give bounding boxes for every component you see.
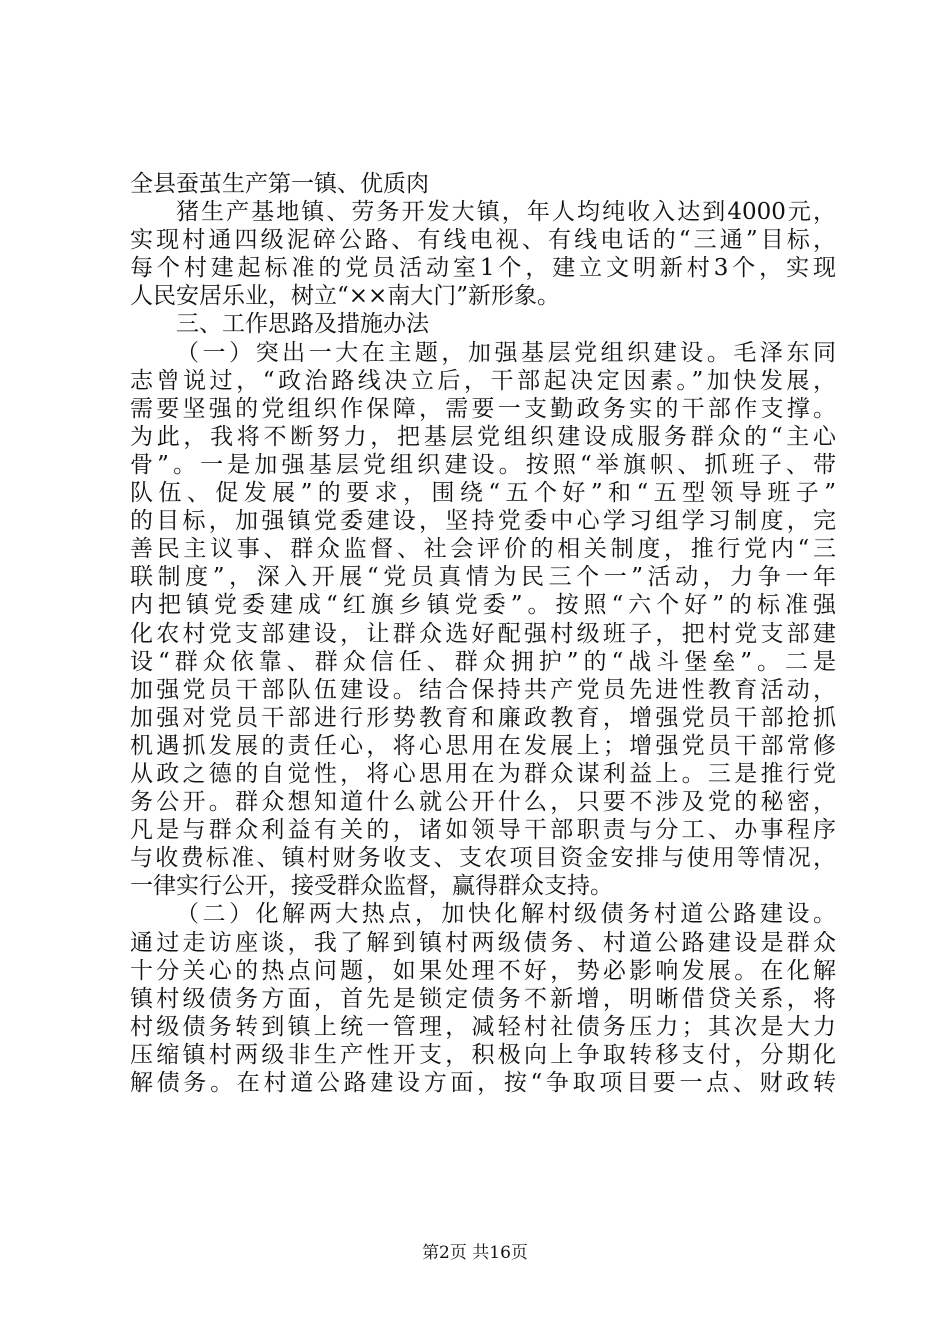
text-line: 一律实行公开，接受群众监督，赢得群众支持。 (130, 873, 613, 900)
page-footer: 第2页 共16页 (422, 1243, 528, 1263)
text-line: （二）化解两大热点，加快化解村级债务村道公路建设。 (176, 901, 836, 928)
text-line: 队伍、促发展”的要求，围绕“五个好”和“五型领导班子” (130, 480, 836, 507)
text-line: 设“群众依靠、群众信任、群众拥护”的“战斗堡垒”。二是 (130, 648, 836, 675)
text-line: 骨”。一是加强基层党组织建设。按照“举旗帜、抓班子、带 (130, 451, 836, 478)
text-line: 善民主议事、群众监督、社会评价的相关制度，推行党内“三 (130, 536, 836, 563)
text-line: 志曾说过，“政治路线决立后，干部起决定因素。”加快发展， (130, 367, 836, 394)
text-line: 联制度”，深入开展“党员真情为民三个一”活动，力争一年 (130, 564, 836, 591)
text-line: 内把镇党委建成“红旗乡镇党委”。按照“六个好”的标准强 (130, 592, 836, 619)
text-line: 为此，我将不断努力，把基层党组织建设成服务群众的“主心 (130, 423, 836, 450)
text-line: 人民安居乐业，树立“××南大门”新形象。 (130, 283, 561, 310)
text-line: 十分关心的热点问题，如果处理不好，势必影响发展。在化解 (130, 957, 836, 984)
text-line: 村级债务转到镇上统一管理，减轻村社债务压力；其次是大力 (130, 1013, 836, 1040)
text-line: 的目标，加强镇党委建设，坚持党委中心学习组学习制度，完 (130, 508, 836, 535)
text-line: 加强党员干部队伍建设。结合保持共产党员先进性教育活动， (130, 676, 836, 703)
text-line: 全县蚕茧生产第一镇、优质肉 (130, 171, 429, 197)
text-line: （一）突出一大在主题，加强基层党组织建设。毛泽东同 (176, 339, 836, 366)
text-line: 务公开。群众想知道什么就公开什么，只要不涉及党的秘密， (130, 789, 836, 816)
text-line: 与收费标准、镇村财务收支、支农项目资金安排与使用等情况， (130, 845, 836, 872)
text-line: 每个村建起标准的党员活动室1个，建立文明新村3个，实现 (130, 255, 836, 282)
text-line: 镇村级债务方面，首先是锁定债务不新增，明晰借贷关系，将 (130, 985, 836, 1012)
text-line: 实现村通四级泥碎公路、有线电视、有线电话的“三通”目标， (130, 227, 836, 254)
text-line: 三、工作思路及措施办法 (176, 311, 429, 338)
text-line: 需要坚强的党组织作保障，需要一支勤政务实的干部作支撑。 (130, 395, 836, 422)
text-line: 从政之德的自觉性，将心思用在为群众谋利益上。三是推行党 (130, 760, 836, 787)
body-text (130, 170, 836, 1097)
text-line: 机遇抓发展的责任心，将心思用在发展上；增强党员干部常修 (130, 732, 836, 759)
text-line: 凡是与群众利益有关的，诸如领导干部职责与分工、办事程序 (130, 817, 836, 844)
text-line: 通过走访座谈，我了解到镇村两级债务、村道公路建设是群众 (130, 929, 836, 956)
text-line: 化农村党支部建设，让群众选好配强村级班子，把村党支部建 (130, 620, 836, 647)
text-line: 压缩镇村两级非生产性开支，积极向上争取转移支付，分期化 (130, 1041, 836, 1068)
text-line: 加强对党员干部进行形势教育和廉政教育，增强党员干部抢抓 (130, 704, 836, 731)
text-line: 解债务。在村道公路建设方面，按“争取项目要一点、财政转 (130, 1070, 836, 1096)
text-line: 猪生产基地镇、劳务开发大镇，年人均纯收入达到4000元， (176, 199, 836, 226)
